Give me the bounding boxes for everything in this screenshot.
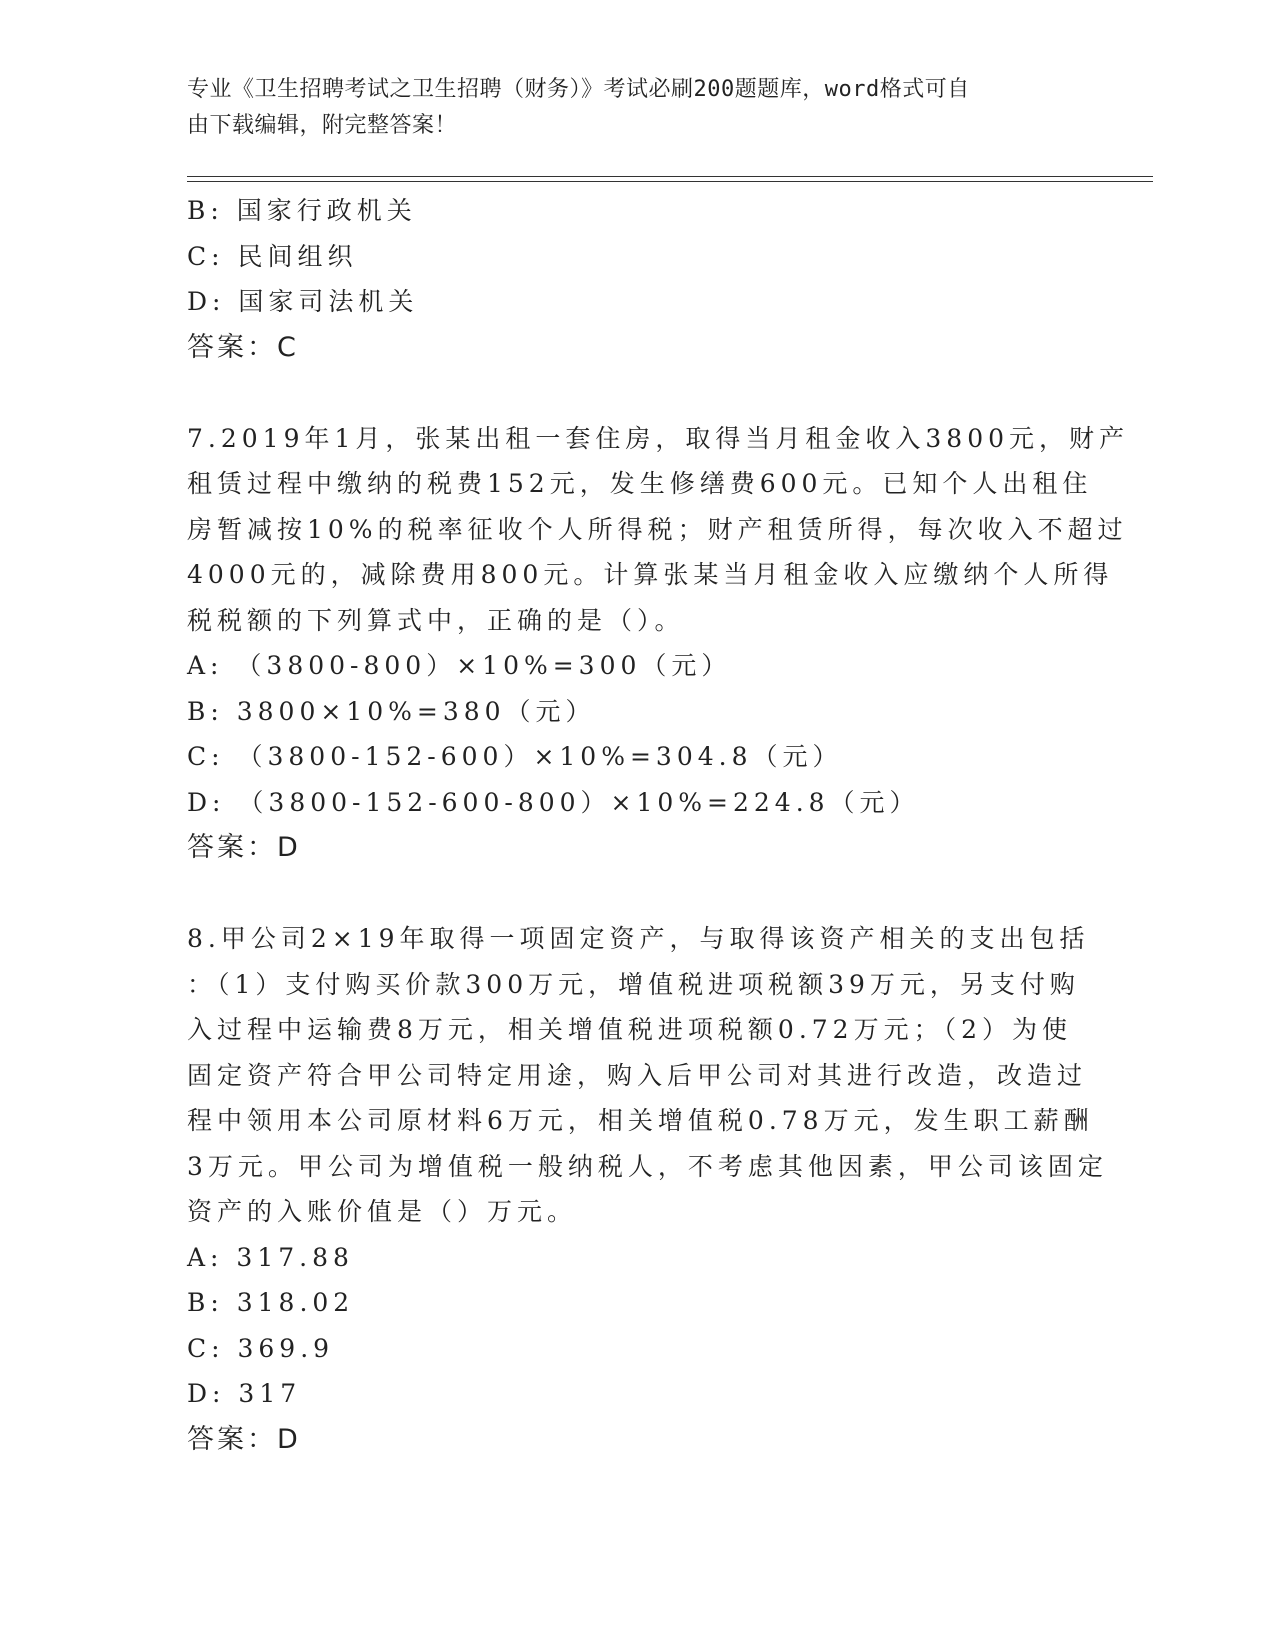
question-7 — [187, 416, 1130, 871]
document-content — [187, 188, 1130, 1462]
question-text-line: 固定资产符合甲公司特定用途，购入后甲公司对其进行改造，改造过 — [187, 1060, 1088, 1090]
question-6-remainder — [187, 188, 1087, 370]
option-d: D: 国家司法机关 — [187, 287, 419, 316]
header-divider-top — [187, 176, 1153, 177]
question-text-line: 程中领用本公司原材料6万元，相关增值税0.78万元，发生职工薪酬 — [187, 1106, 1094, 1135]
header-line-1: 专业《卫生招聘考试之卫生招聘（财务）》考试必刷200题题库，word格式可自 — [187, 77, 970, 102]
question-text-line: 8.甲公司2×19年取得一项固定资产，与取得该资产相关的支出包括 — [187, 924, 1090, 953]
question-text-line: 4000元的，减除费用800元。计算张某当月租金收入应缴纳个人所得 — [187, 560, 1114, 589]
question-text-line: 3万元。甲公司为增值税一般纳税人，不考虑其他因素，甲公司该固定 — [187, 1151, 1108, 1181]
answer: 答案：D — [187, 832, 301, 863]
question-8 — [187, 916, 1108, 1462]
answer: 答案：D — [187, 1423, 301, 1455]
option-d: D: （3800-152-600-800）×10%=224.8（元） — [187, 787, 920, 817]
option-b: B: 318.02 — [187, 1288, 355, 1317]
question-text-line: 税税额的下列算式中，正确的是（）。 — [187, 605, 685, 635]
option-b: B: 3800×10%=380（元） — [187, 696, 596, 726]
question-text-line: 资产的入账价值是（）万元。 — [187, 1197, 578, 1226]
question-text-line: 入过程中运输费8万元，相关增值税进项税额0.72万元；（2）为使 — [187, 1015, 1072, 1044]
answer: 答案：C — [187, 331, 299, 363]
spacer — [187, 871, 1087, 917]
question-text-line: 租赁过程中缴纳的税费152元，发生修缮费600元。已知个人出租住 — [187, 469, 1093, 498]
question-text-line: 7.2019年1月，张某出租一套住房，取得当月租金收入3800元，财产 — [187, 423, 1130, 453]
option-a: A: （3800-800）×10%=300（元） — [187, 651, 732, 680]
option-c: C: 369.9 — [187, 1333, 335, 1363]
spacer — [187, 370, 1087, 416]
option-d: D: 317 — [187, 1379, 302, 1408]
header-divider-bottom — [187, 181, 1153, 182]
document-header — [187, 72, 1067, 144]
option-b: B: 国家行政机关 — [187, 196, 417, 225]
option-c: C: （3800-152-600）×10%=304.8（元） — [187, 742, 843, 771]
question-text-line: ：（1）支付购买价款300万元，增值税进项税额39万元，另支付购 — [187, 969, 1080, 999]
header-line-2: 由下载编辑，附完整答案！ — [187, 113, 458, 138]
option-a: A: 317.88 — [187, 1242, 354, 1272]
option-c: C: 民间组织 — [187, 241, 358, 271]
question-text-line: 房暂减按10%的税率征收个人所得税；财产租赁所得，每次收入不超过 — [187, 514, 1128, 544]
